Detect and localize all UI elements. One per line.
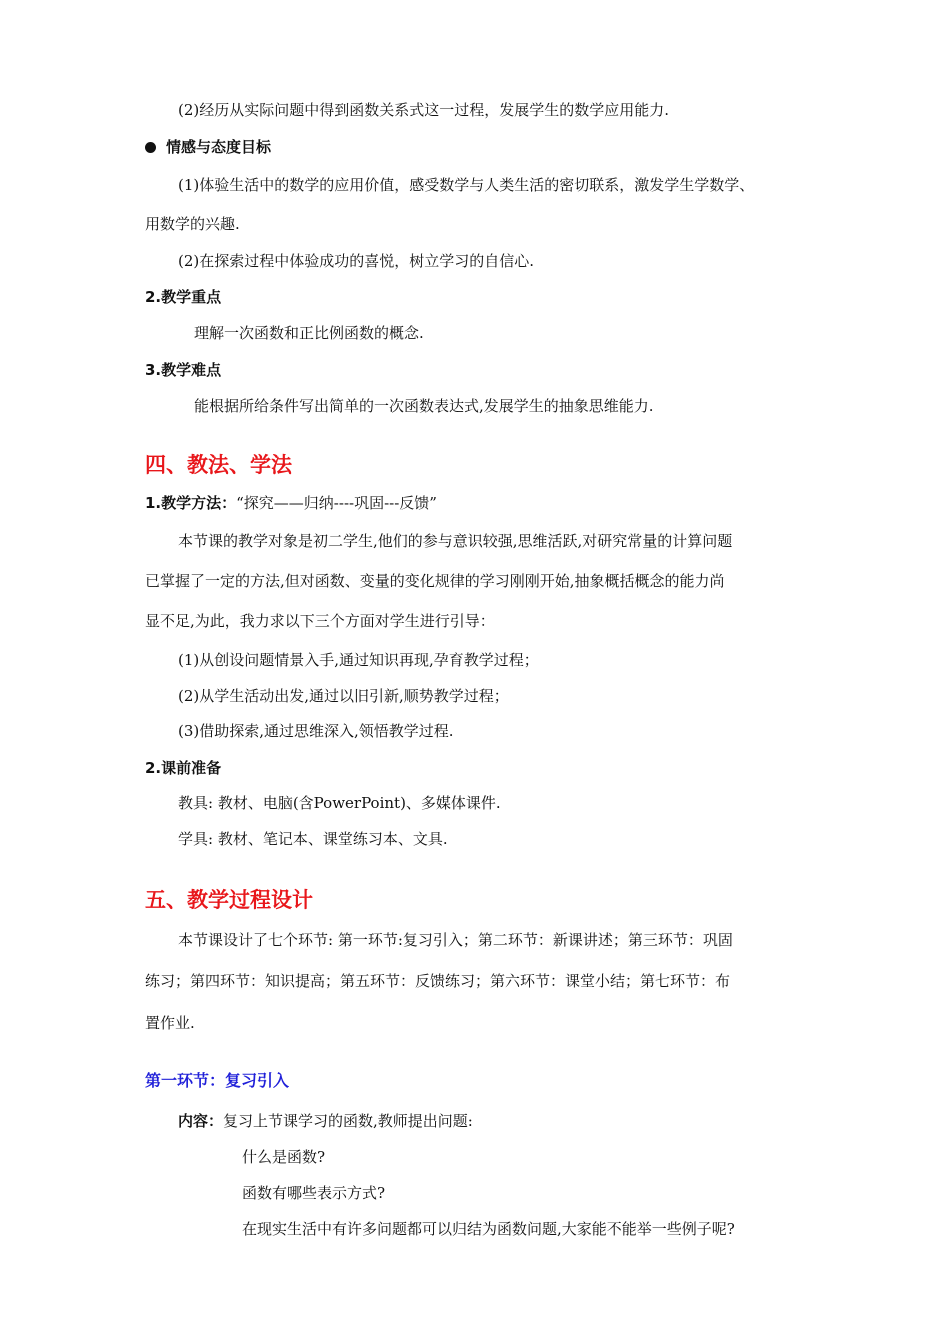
subsection-title-1: 第一环节：复习引入 — [145, 1071, 290, 1090]
text-line: 练习；第四环节：知识提高；第五环节：反馈练习；第六环节：课堂小结；第七环节：布 — [145, 972, 731, 990]
heading-key-point: 2.教学重点 — [145, 288, 222, 306]
text-line: 用数学的兴趣. — [145, 215, 240, 233]
text-line: 本节课的教学对象是初二学生,他们的参与意识较强,思维活跃,对研究常量的计算问题 — [178, 532, 733, 550]
list-item: (3)借助探索,通过思维深入,领悟教学过程. — [178, 722, 454, 740]
list-item: (1)从创设问题情景入手,通过知识再现,孕育教学过程； — [178, 651, 539, 669]
text-line: 置作业. — [145, 1014, 195, 1032]
method-text: “探究——归纳----巩固---反馈” — [236, 494, 437, 512]
heading-difficult-point: 3.教学难点 — [145, 361, 222, 379]
text-line: (2)在探索过程中体验成功的喜悦，树立学习的自信心. — [178, 252, 535, 270]
section-title-5: 五、教学过程设计 — [145, 888, 313, 912]
text-line: 学具: 教材、笔记本、课堂练习本、文具. — [178, 830, 448, 848]
text-line: 本节课设计了七个环节: 第一环节:复习引入；第二环节：新课讲述；第三环节：巩固 — [178, 931, 733, 949]
method-line — [145, 493, 437, 513]
text-line: (2)经历从实际问题中得到函数关系式这一过程，发展学生的数学应用能力. — [178, 101, 670, 119]
heading-preparation: 2.课前准备 — [145, 759, 222, 777]
text-line: 已掌握了一定的方法,但对函数、变量的变化规律的学习刚刚开始,抽象概括概念的能力尚 — [145, 572, 725, 590]
method-label: 1.教学方法： — [145, 494, 237, 512]
text-line: 能根据所给条件写出简单的一次函数表达式,发展学生的抽象思维能力. — [194, 397, 654, 415]
text-line: (1)体验生活中的数学的应用价值，感受数学与人类生活的密切联系，激发学生学数学、 — [178, 176, 755, 194]
content-text: 复习上节课学习的函数,教师提出问题: — [223, 1112, 473, 1130]
heading-text: 情感与态度目标 — [166, 138, 272, 156]
section-title-4: 四、教法、学法 — [145, 453, 292, 477]
question-line: 函数有哪些表示方式? — [242, 1184, 386, 1202]
bullet-heading-emotion — [145, 137, 271, 157]
content-line — [178, 1111, 473, 1131]
content-label: 内容： — [178, 1112, 224, 1130]
text-line: 显不足,为此，我力求以下三个方面对学生进行引导： — [145, 612, 495, 630]
text-line: 教具: 教材、电脑(含PowerPoint)、多媒体课件. — [178, 794, 501, 812]
question-line: 在现实生活中有许多问题都可以归结为函数问题,大家能不能举一些例子呢? — [242, 1220, 735, 1238]
text-line: 理解一次函数和正比例函数的概念. — [194, 324, 424, 342]
question-line: 什么是函数? — [242, 1148, 326, 1166]
list-item: (2)从学生活动出发,通过以旧引新,顺势教学过程； — [178, 687, 509, 705]
bullet-icon — [145, 142, 156, 153]
